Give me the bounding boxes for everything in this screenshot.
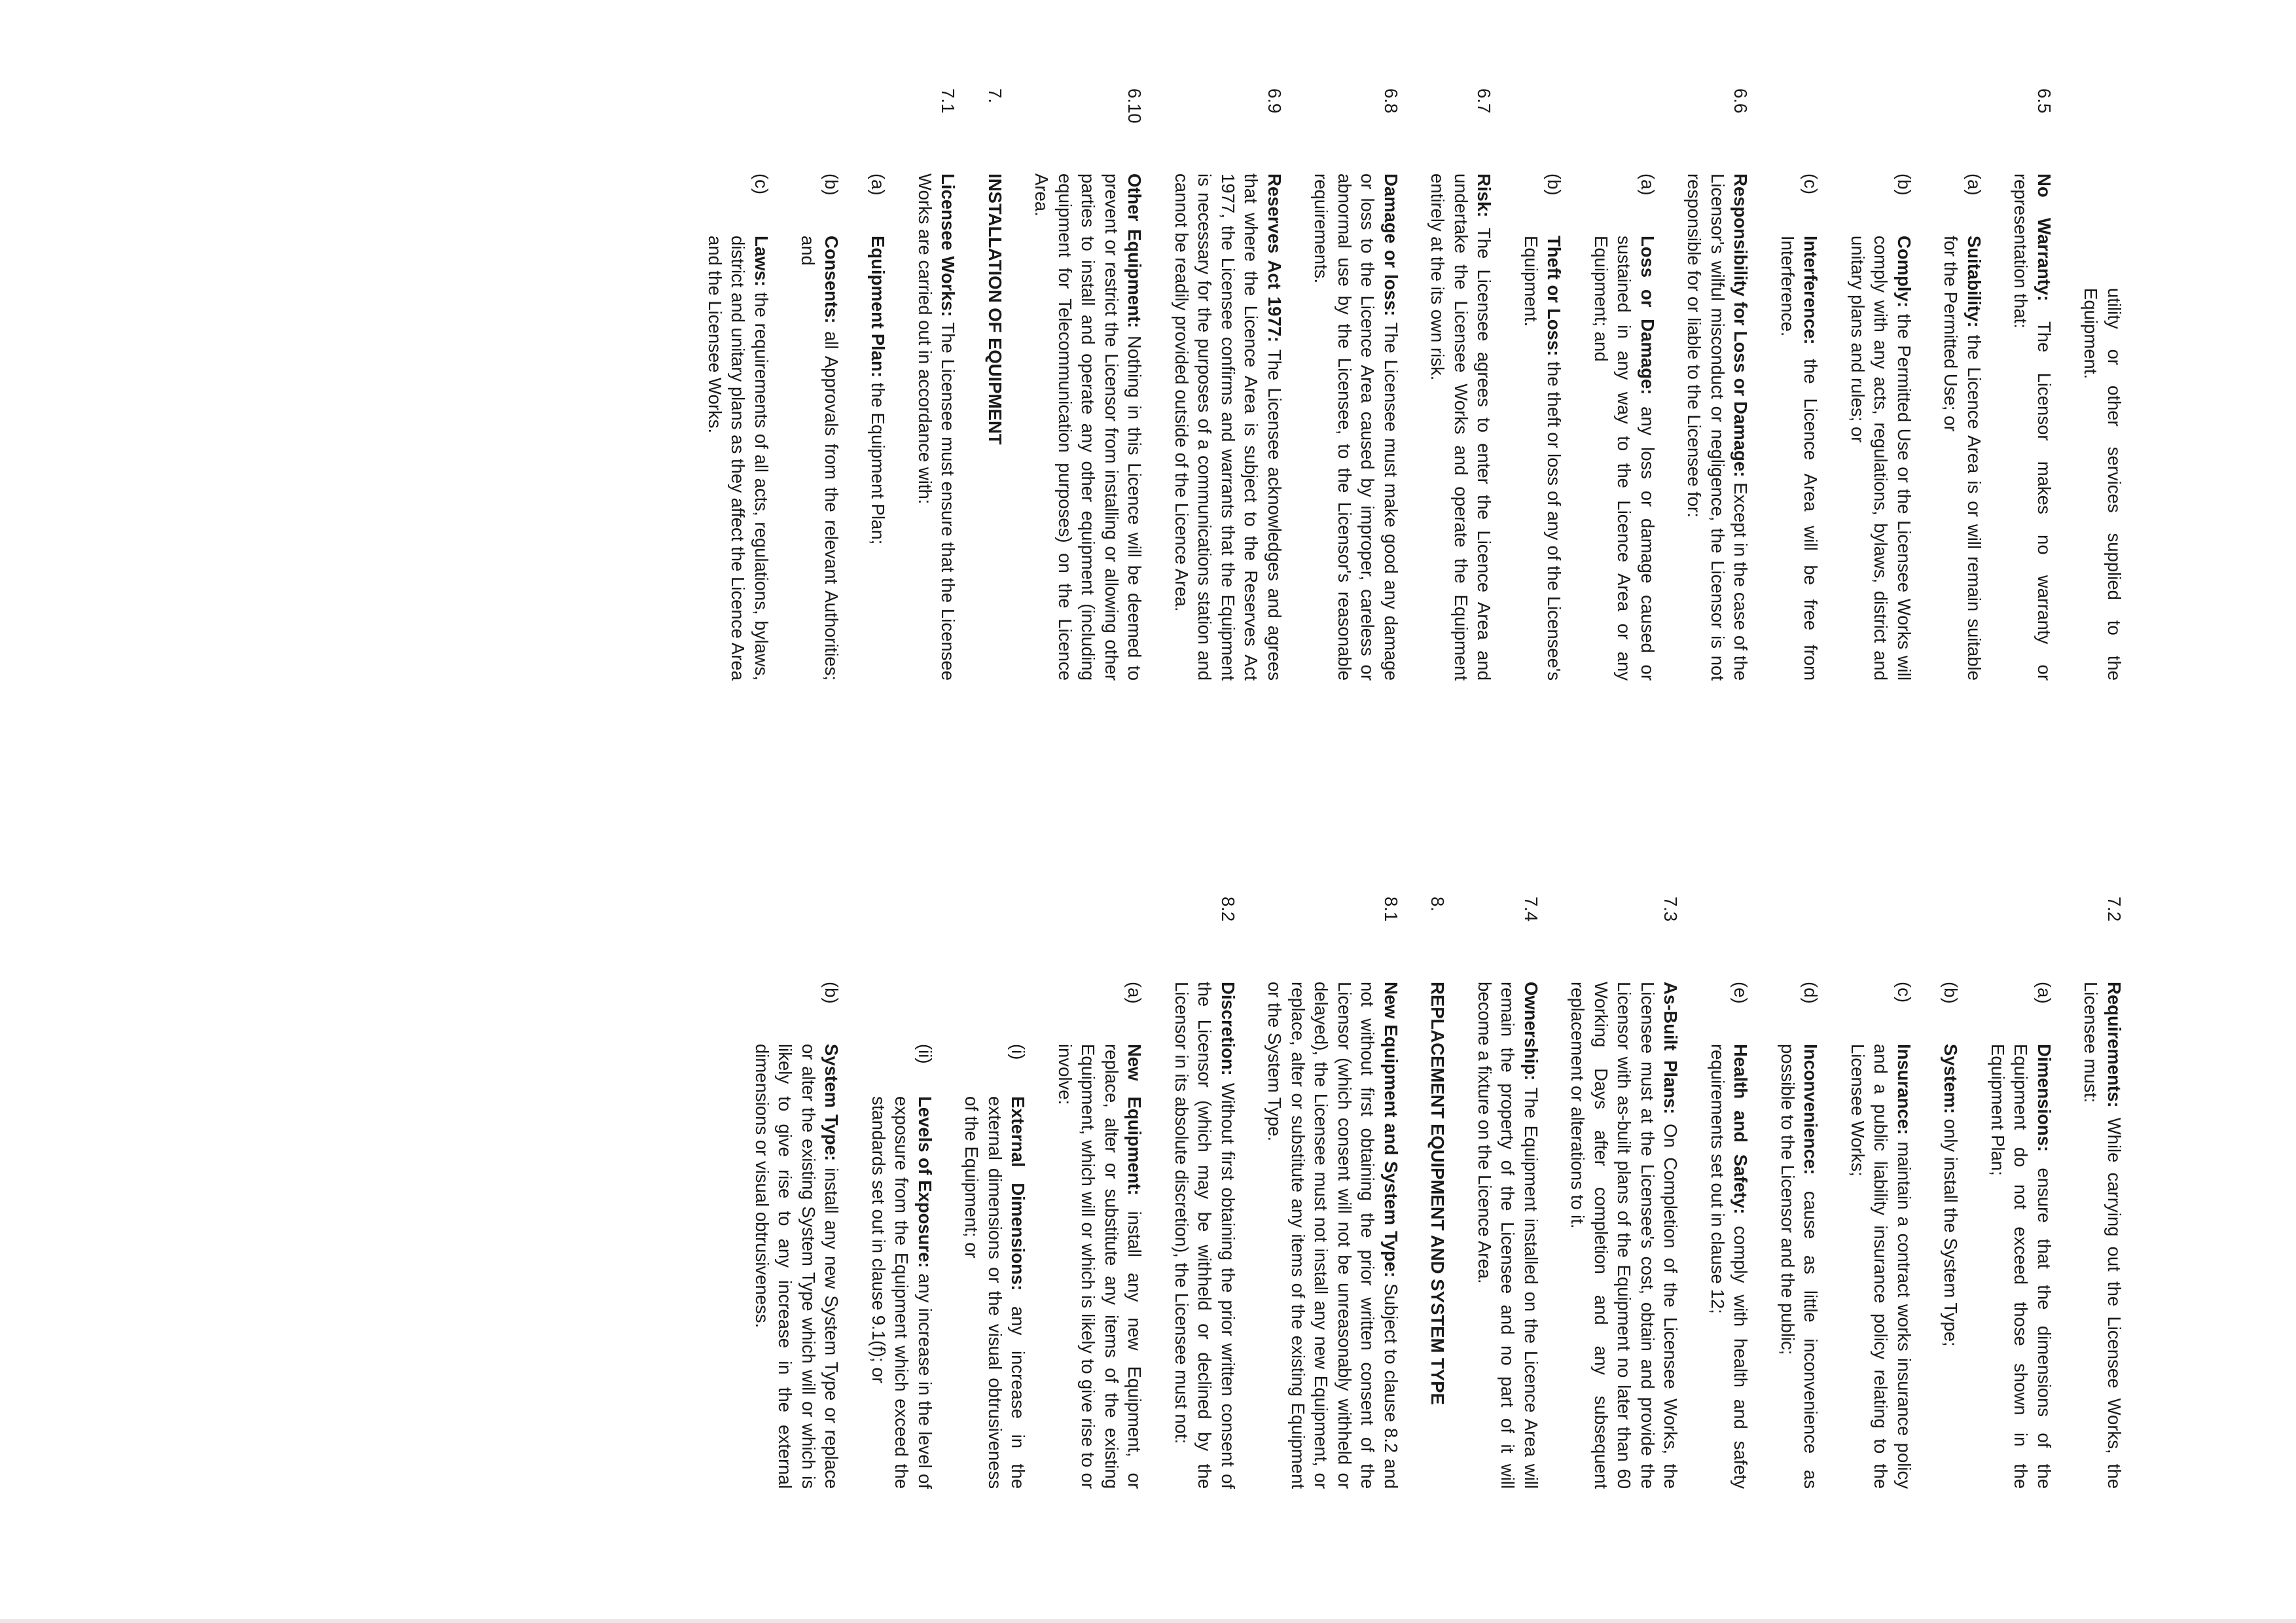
clause-title: Insurance: — [1894, 1044, 1914, 1135]
sub-clause — [1939, 88, 1986, 681]
clause-title: Responsibility for Loss or Damage: — [1731, 173, 1751, 478]
sub-clause-label: (b) — [1941, 982, 1962, 1004]
clause-title: Reserves Act 1977: — [1265, 173, 1285, 343]
sub-clause-label: (c) — [1894, 982, 1914, 1003]
sub-clause — [1939, 897, 1963, 1489]
clause-number: 8.1 — [1381, 897, 1401, 922]
clause-number: 6.5 — [2034, 88, 2054, 114]
sub-clause-label: (ii) — [915, 1044, 935, 1064]
clause-title: Laws: — [751, 236, 772, 287]
clause-text: The Equipment installed on the Licence Area will remain the property of the Licensee and no part of it will become a fixture on the Licence Area. — [1475, 982, 1541, 1489]
clause-text: the Licence Area is or will remain suitable for the Permitted Use; or — [1941, 236, 1984, 681]
sub-clause-label: (a) — [868, 173, 889, 196]
clause-title: Loss or Damage: — [1638, 236, 1658, 395]
section-heading — [1426, 897, 1450, 1489]
clause-text: the Permitted Use or the Licensee Works will comply with any acts, regulations, bylaws, district and unitary plans and rules; or — [1848, 236, 1914, 681]
clause-title: External Dimensions: — [1008, 1096, 1029, 1291]
clause-number: 6.7 — [1474, 88, 1495, 114]
clause-text: cause as little inconvenience as possible to the Licensor and the public; — [1778, 1044, 1821, 1489]
clause-number: 7.1 — [938, 88, 959, 114]
clause-number: 7.4 — [1521, 897, 1541, 922]
clause-title: Licensee Works: — [938, 173, 959, 317]
clause-text: the Equipment Plan; — [868, 377, 889, 545]
clause-title: Suitability: — [1964, 236, 1984, 328]
sub-clause — [1846, 897, 1916, 1489]
section-number: 7. — [985, 88, 1005, 103]
clause-number: 6.9 — [1265, 88, 1285, 114]
clause-title: Levels of Exposure: — [915, 1096, 935, 1268]
sub-clause — [960, 897, 1030, 1489]
clause-title: Inconvenience: — [1801, 1044, 1821, 1175]
clause-text: The Licensor makes no warranty or representation that: — [2011, 173, 2054, 681]
scan-edge — [0, 1619, 2296, 1623]
clause-text: comply with health and safety requirements set out in clause 12; — [1708, 1044, 1751, 1489]
sub-clause — [1986, 897, 2056, 1489]
clause-title: System Type: — [821, 1044, 842, 1162]
clause-title: No Warranty: — [2034, 173, 2054, 302]
clause-text: While carrying out the Licensee Works, the Licensee must: — [2081, 982, 2125, 1489]
clause — [1473, 897, 1543, 1489]
section-number: 8. — [1427, 897, 1448, 912]
clause — [1683, 88, 1753, 681]
clause — [1263, 897, 1403, 1489]
sub-clause-label: (c) — [1801, 173, 1821, 195]
sub-clause-label: (e) — [1731, 982, 1751, 1004]
sub-clause — [1706, 897, 1753, 1489]
clause — [1170, 897, 1240, 1489]
sub-clause — [1776, 897, 1823, 1489]
clause-number: 6.8 — [1381, 88, 1401, 114]
clause-text: install any new System Type or replace or alter the existing System Type which will or which is likely to give rise to any increase in the external dimensions or visual obtrusiveness. — [752, 1044, 842, 1489]
clause-text: The Licensee acknowledges and agrees that where the Licence Area is subject to the Reserves Act 1977, the Licensee confirms and warrants that the Equipment is necessary for the purposes of a communications station and cannot be readily provided outside of the Licence Area. — [1172, 173, 1285, 681]
sub-clause-label: (b) — [1894, 173, 1914, 196]
section-heading — [984, 88, 1007, 681]
clause-text: Without first obtaining the prior written consent of the Licensor (which may be withheld or declined by the Licensor in its absolute discretion), the Licensee must not: — [1172, 982, 1238, 1489]
sub-clause-label: (a) — [1124, 982, 1145, 1004]
clause-text: Nothing in this Licence will be deemed to prevent or restrict the Licensor from installing or allowing other parties to install and operate any other equipment (including equipment for Telecommunication purposes) on the Licence Area. — [1031, 173, 1145, 681]
clause-text: The Licensee agrees to enter the Licence Area and undertake the Licensee Works and operate the Equipment entirely at the its own risk. — [1427, 173, 1495, 681]
sub-clause — [704, 88, 774, 681]
clause-title: New Equipment and System Type: — [1381, 982, 1401, 1278]
clause-number: 7.3 — [1660, 897, 1681, 922]
clause-text: Except in the case of the Licensor's wilful misconduct or negligence, the Licensor is not responsible for or liable to the Licensee for: — [1684, 173, 1751, 681]
clause-text: ensure that the dimensions of the Equipment do not exceed those shown in the Equipment Plan; — [1988, 1044, 2054, 1489]
sub-clause-label: (a) — [1638, 173, 1658, 196]
clause-text: the requirements of all acts, regulations, bylaws, district and unitary plans as they affect the Licence Area and the Licensee Works. — [705, 236, 772, 681]
clause-text: the Licence Area will be free from Interference. — [1778, 236, 1821, 681]
clause-title: Consents: — [821, 236, 842, 324]
clause — [1030, 88, 1147, 681]
sub-clause — [1520, 88, 1566, 681]
clause-title: Theft or Loss: — [1544, 236, 1565, 357]
continuation-text: utility or other services supplied to the Equipment. — [2081, 288, 2125, 681]
section-title: INSTALLATION OF EQUIPMENT — [985, 173, 1005, 445]
sub-clause-label: (i) — [1008, 1044, 1029, 1060]
clause-title: Requirements: — [2104, 982, 2125, 1108]
clause-text: any loss or damage caused or sustained in any way to the Licence Area or any Equipment; and — [1591, 236, 1658, 681]
clause-text: On Completion of the Licensee Works, the Licensee must at the Licensee's cost, obtain and provide the Licensor with as-built plans of the Equipment no later than 60 Working Days after completion and any subsequent replacement or alterations to it. — [1568, 982, 1681, 1489]
sub-clause — [751, 897, 844, 1489]
clause — [1566, 897, 1683, 1489]
clause-text: install any new Equipment, or replace, alter or substitute any items of the existing Equipment, which will or which is likely to give rise to or involve: — [1055, 1044, 1145, 1489]
sub-clause — [1054, 897, 1147, 1489]
clause-number: 6.6 — [1731, 88, 1751, 114]
clause-title: System: — [1941, 1044, 1962, 1114]
clause-text: The Licensee must ensure that the Licensee Works are carried out in accordance with: — [915, 173, 959, 681]
clause — [1310, 88, 1403, 681]
clause-number: 8.2 — [1218, 897, 1238, 922]
clause-title: As-Built Plans: — [1660, 982, 1681, 1115]
clause — [1426, 88, 1496, 681]
clause-text: any increase in the level of exposure from the Equipment which exceed the standards set out in clause 9.1(f); or — [869, 1096, 935, 1489]
clause-text: all Approvals from the relevant Authorities; and — [798, 236, 842, 681]
sub-clause — [1776, 88, 1823, 681]
clause-text: any increase in the external dimensions or the visual obtrusiveness of the Equipment; or — [961, 1096, 1029, 1489]
clause-title: Ownership: — [1521, 982, 1541, 1081]
clause-number: 6.10 — [1124, 88, 1145, 124]
clause-title: Equipment Plan: — [868, 236, 889, 378]
clause-text: Subject to clause 8.2 and not without first obtaining the prior written consent of the Licensor (which consent will not be unreasonably withheld or delayed), the Licensee must not install any new Equipment, or replace, alter or substitute any items of the existing Equipment or the System Type. — [1265, 982, 1401, 1489]
right-column — [727, 897, 2126, 1489]
clause-title: Dimensions: — [2034, 1044, 2054, 1152]
sub-clause-label: (b) — [821, 173, 842, 196]
sub-clause — [1590, 88, 1660, 681]
sub-clause — [867, 897, 937, 1489]
left-column — [680, 88, 2126, 681]
sub-clause-label: (c) — [751, 173, 772, 195]
clause-title: Damage or loss: — [1381, 173, 1401, 317]
clause-title: Interference: — [1801, 236, 1821, 345]
clause-title: Risk: — [1474, 173, 1495, 218]
clause-text: the theft or loss of any of the Licensee's Equipment. — [1521, 236, 1565, 681]
clause-title: Health and Safety: — [1731, 1044, 1751, 1215]
clause-title: Comply: — [1894, 236, 1914, 308]
sub-clause-label: (a) — [1964, 173, 1984, 196]
sub-clause-label: (a) — [2034, 982, 2054, 1004]
clause-text: only install the System Type; — [1941, 1114, 1962, 1347]
clause-title: New Equipment: — [1124, 1044, 1145, 1196]
clause-title: Discretion: — [1218, 982, 1238, 1076]
clause-title: Other Equipment: — [1124, 173, 1145, 329]
sub-clause-label: (b) — [821, 982, 842, 1004]
sub-clause — [867, 88, 890, 681]
clause-text: maintain a contract works insurance policy and a public liability insurance policy relating to the Licensee Works; — [1848, 1044, 1914, 1489]
clause-text: The Licensee must make good any damage or loss to the Licence Area caused by improper, careless or abnormal use by the Licensee, to the Licensor's reasonable requirements. — [1311, 173, 1401, 681]
clause — [2079, 897, 2126, 1489]
clause — [914, 88, 960, 681]
sub-clause-label: (d) — [1801, 982, 1821, 1004]
section-title: REPLACEMENT EQUIPMENT AND SYSTEM TYPE — [1427, 982, 1448, 1405]
clause — [1170, 88, 1287, 681]
clause-number: 7.2 — [2104, 897, 2125, 922]
sub-clause — [1846, 88, 1916, 681]
sub-clause — [797, 88, 843, 681]
sub-clause-label: (b) — [1544, 173, 1565, 196]
clause — [2009, 88, 2056, 681]
